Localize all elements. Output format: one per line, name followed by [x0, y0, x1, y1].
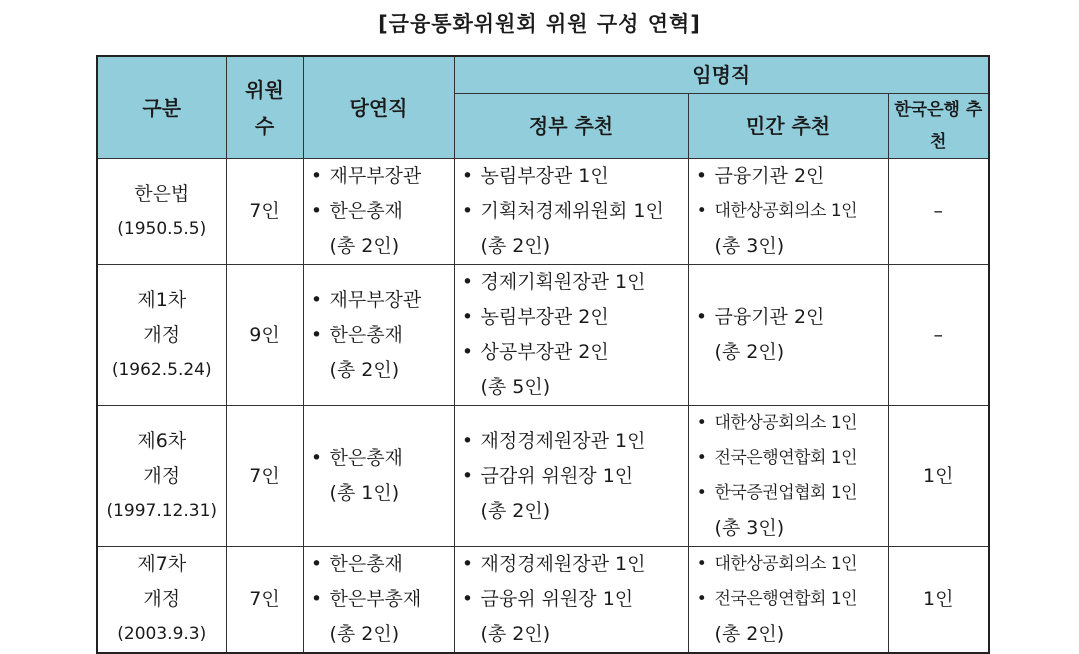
- header-count-text: 위원 수: [245, 77, 284, 138]
- private-cell: [688, 406, 888, 547]
- bok-recommended-count: –: [888, 265, 989, 406]
- bok-recommended-count: –: [888, 159, 989, 265]
- list-item: • 대한상공회의소 1인: [689, 406, 888, 441]
- government-cell: [454, 265, 688, 406]
- list-item: • 재정경제원장관 1인: [455, 424, 688, 459]
- row-label: [97, 265, 226, 406]
- table-row: [97, 406, 989, 547]
- total-count: (총 2인): [480, 499, 551, 522]
- list-item: • 금감위 위원장 1인: [455, 459, 688, 494]
- header-category: 구분: [97, 56, 226, 159]
- total-count: (총 2인): [329, 358, 400, 381]
- government-cell: [454, 159, 688, 265]
- header-ex-officio: 당연직: [303, 56, 454, 159]
- list-item: • 한국증권업협회 1인: [689, 476, 888, 511]
- table-row: [97, 265, 989, 406]
- total-count: (총 3인): [714, 517, 785, 539]
- total-count: (총 2인): [329, 235, 400, 257]
- header-bok: [888, 94, 989, 159]
- row-label-line: 개정: [143, 323, 181, 346]
- member-count: 7인: [226, 547, 303, 654]
- row-label: [97, 406, 226, 547]
- row-label-line: (1997.12.31): [106, 500, 218, 521]
- row-label: [97, 547, 226, 654]
- table-title: [금융통화위원회 위원 구성 연혁]: [378, 12, 701, 36]
- list-item: • 상공부장관 2인: [455, 335, 688, 370]
- header-private: 민간 추천: [688, 94, 888, 159]
- header-bok-text: 한국은행 추천: [894, 100, 983, 152]
- list-item: • 한은총재: [304, 547, 454, 582]
- list-item: • 재무부장관: [304, 159, 454, 194]
- total-count: (총 3인): [714, 235, 785, 257]
- table-row: [97, 159, 989, 265]
- list-item: • 농림부장관 1인: [455, 159, 688, 194]
- row-label-line: (2003.9.3): [117, 624, 207, 644]
- header-count: [226, 56, 303, 159]
- total-count: (총 2인): [480, 235, 551, 257]
- list-item: • 한은부총재: [304, 582, 454, 617]
- list-item: • 금융기관 2인: [689, 159, 888, 194]
- row-label-line: 한은법: [134, 182, 190, 205]
- member-count: 7인: [226, 159, 303, 265]
- list-item: • 대한상공회의소 1인: [689, 194, 888, 229]
- private-cell: [688, 265, 888, 406]
- row-label: [97, 159, 226, 265]
- government-cell: [454, 406, 688, 547]
- list-item: • 한은총재: [304, 194, 454, 229]
- list-item: • 금융위 위원장 1인: [455, 582, 688, 617]
- list-item: • 금융기관 2인: [689, 300, 888, 335]
- total-count: (총 5인): [480, 376, 551, 398]
- row-label-line: 개정: [143, 464, 181, 487]
- list-item: • 재무부장관: [304, 283, 454, 318]
- list-item: • 기획처경제위원회 1인: [455, 194, 688, 229]
- bok-recommended-count: 1인: [888, 406, 989, 547]
- total-count: (총 2인): [714, 341, 785, 363]
- ex-officio-cell: [303, 265, 454, 406]
- list-item: • 농림부장관 2인: [455, 300, 688, 335]
- member-count: 9인: [226, 265, 303, 406]
- ex-officio-cell: [303, 159, 454, 265]
- header-government: 정부 추천: [454, 94, 688, 159]
- ex-officio-cell: [303, 547, 454, 654]
- list-item: • 한은총재: [304, 318, 454, 353]
- total-count: (총 2인): [480, 623, 551, 645]
- private-cell: [688, 159, 888, 265]
- row-label-line: (1962.5.24): [111, 359, 212, 380]
- private-cell: [688, 547, 888, 654]
- list-item: • 한은총재: [304, 441, 454, 476]
- row-label-line: 제7차: [137, 553, 187, 575]
- row-label-line: 제1차: [137, 288, 187, 311]
- government-cell: [454, 547, 688, 654]
- total-count: (총 1인): [329, 482, 400, 504]
- ex-officio-cell: [303, 406, 454, 547]
- list-item: • 전국은행연합회 1인: [689, 441, 888, 476]
- list-item: • 대한상공회의소 1인: [689, 547, 888, 582]
- member-count: 7인: [226, 406, 303, 547]
- total-count: (총 2인): [714, 623, 785, 645]
- row-label-line: 개정: [143, 588, 181, 610]
- committee-composition-table: [96, 55, 990, 654]
- row-label-line: 제6차: [137, 429, 187, 452]
- header-appointed: 임명직: [454, 56, 989, 94]
- bok-recommended-count: 1인: [888, 547, 989, 654]
- list-item: • 재정경제원장관 1인: [455, 547, 688, 582]
- list-item: • 경제기획원장관 1인: [455, 265, 688, 300]
- list-item: • 전국은행연합회 1인: [689, 582, 888, 617]
- row-label-line: (1950.5.5): [117, 218, 207, 239]
- total-count: (총 2인): [329, 623, 400, 645]
- table-row: [97, 547, 989, 654]
